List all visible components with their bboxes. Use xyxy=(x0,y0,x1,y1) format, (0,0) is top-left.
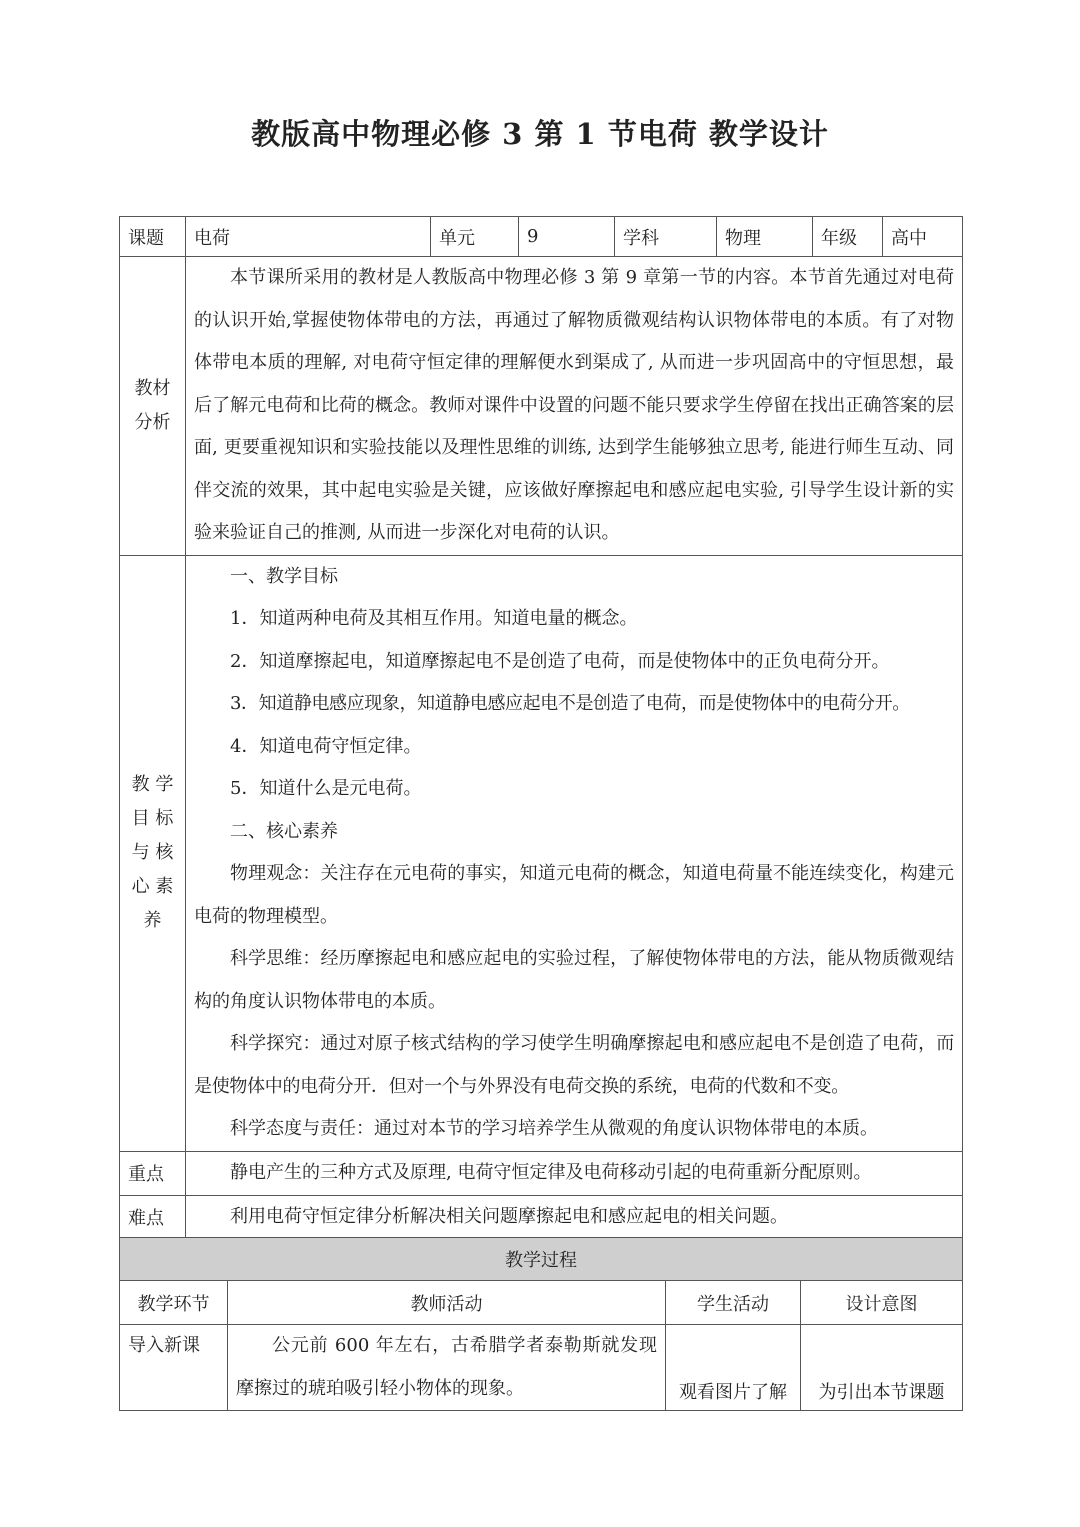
lesson-info-table xyxy=(119,216,963,1240)
goals-label-line: 心 素 xyxy=(131,876,174,897)
analysis-label-line: 教材 xyxy=(134,377,171,399)
literacy-item: 物理观念：关注存在元电荷的事实，知道元电荷的概念，知道电荷量不能连续变化，构建元电荷的物理模型。 xyxy=(194,863,954,927)
goals-label-line: 教 学 xyxy=(131,774,174,795)
analysis-row xyxy=(120,257,963,556)
table-row xyxy=(120,1325,963,1411)
analysis-label-line: 分析 xyxy=(134,411,171,433)
stage-cell: 导入新课 xyxy=(120,1325,228,1411)
goal-item: 2．知道摩擦起电，知道摩擦起电不是创造了电荷，而是使物体中的正负电荷分开。 xyxy=(230,650,890,672)
grade-value: 高中 xyxy=(883,217,963,257)
teaching-process-table xyxy=(119,1237,963,1411)
teacher-activity-cell xyxy=(228,1325,666,1411)
goals-label xyxy=(120,555,186,1151)
grade-label: 年级 xyxy=(813,217,883,257)
difficult-point-label: 难点 xyxy=(120,1195,186,1239)
key-point-row xyxy=(120,1151,963,1195)
literacy-item: 科学思维：经历摩擦起电和感应起电的实验过程，了解使物体带电的方法，能从物质微观结构的角度认识物体带电的本质。 xyxy=(194,948,954,1012)
goals-row xyxy=(120,555,963,1151)
literacy-heading: 二、核心素养 xyxy=(230,820,338,842)
goals-cell xyxy=(186,555,963,1151)
process-header-row xyxy=(120,1281,963,1325)
info-row xyxy=(120,217,963,257)
literacy-item: 科学探究：通过对原子核式结构的学习使学生明确摩擦起电和感应起电不是创造了电荷，而是使物体中的电荷分开．但对一个与外界没有电荷交换的系统，电荷的代数和不变。 xyxy=(194,1033,954,1097)
lesson-label: 课题 xyxy=(120,217,186,257)
analysis-cell xyxy=(186,257,963,556)
goals-label-line: 目 标 xyxy=(131,808,174,829)
goals-label-line: 养 xyxy=(143,910,162,931)
goal-item: 4．知道电荷守恒定律。 xyxy=(230,735,422,757)
subject-label: 学科 xyxy=(615,217,717,257)
subject-value: 物理 xyxy=(717,217,813,257)
key-point-label: 重点 xyxy=(120,1151,186,1195)
process-heading-row xyxy=(120,1238,963,1281)
analysis-label xyxy=(120,257,186,556)
column-header-teacher: 教师活动 xyxy=(228,1281,666,1325)
goals-label-line: 与 核 xyxy=(131,842,174,863)
student-activity-cell: 观看图片了解 xyxy=(666,1325,801,1411)
design-intent-cell: 为引出本节课题 xyxy=(801,1325,963,1411)
process-heading: 教学过程 xyxy=(120,1238,963,1281)
document-title: 教版高中物理必修 3 第 1 节电荷 教学设计 xyxy=(251,117,829,151)
goal-item: 3．知道静电感应现象，知道静电感应起电不是创造了电荷，而是使物体中的电荷分开。 xyxy=(230,693,910,714)
column-header-student: 学生活动 xyxy=(666,1281,801,1325)
key-point-cell xyxy=(186,1151,963,1195)
goal-item: 1．知道两种电荷及其相互作用。知道电量的概念。 xyxy=(230,608,638,629)
analysis-text: 本节课所采用的教材是人教版高中物理必修 3 第 9 章第一节的内容。本节首先通过对电荷的认识开始,掌握使物体带电的方法，再通过了解物质微观结构认识物体带电的本质。有了对物体带电本质的理解, 对电荷守恒定律的理解便水到渠成了, 从而进一步巩固高中的守恒思想，最后了解元电荷和比荷的概念。教师对课件中设置的问题不能只要求学生停留在找出正确答案的层面, 更要重视知识和实验技能以及理性思维的训练, 达到学生能够独立思考, 能进行师生互动、同伴交流的效果，其中起电实验是关键，应该做好摩擦起电和感应起电实验, 引导学生设计新的实验来验证自己的推测, 从而进一步深化对电荷的认识。 xyxy=(194,267,954,543)
unit-value: 9 xyxy=(519,217,615,257)
unit-label: 单元 xyxy=(431,217,519,257)
column-header-stage: 教学环节 xyxy=(120,1281,228,1325)
goal-item: 5．知道什么是元电荷。 xyxy=(230,778,422,799)
difficult-point-cell xyxy=(186,1195,963,1239)
difficult-point-text: 利用电荷守恒定律分析解决相关问题摩擦起电和感应起电的相关问题。 xyxy=(230,1205,788,1227)
lesson-value: 电荷 xyxy=(186,217,431,257)
goals-heading: 一、教学目标 xyxy=(230,565,338,587)
teacher-activity-text: 公元前 600 年左右，古希腊学者泰勒斯就发现摩擦过的琥珀吸引轻小物体的现象。 xyxy=(236,1335,657,1399)
literacy-item: 科学态度与责任：通过对本节的学习培养学生从微观的角度认识物体带电的本质。 xyxy=(230,1118,878,1139)
difficult-point-row xyxy=(120,1195,963,1239)
key-point-text: 静电产生的三种方式及原理, 电荷守恒定律及电荷移动引起的电荷重新分配原则。 xyxy=(230,1161,872,1183)
column-header-intent: 设计意图 xyxy=(801,1281,963,1325)
